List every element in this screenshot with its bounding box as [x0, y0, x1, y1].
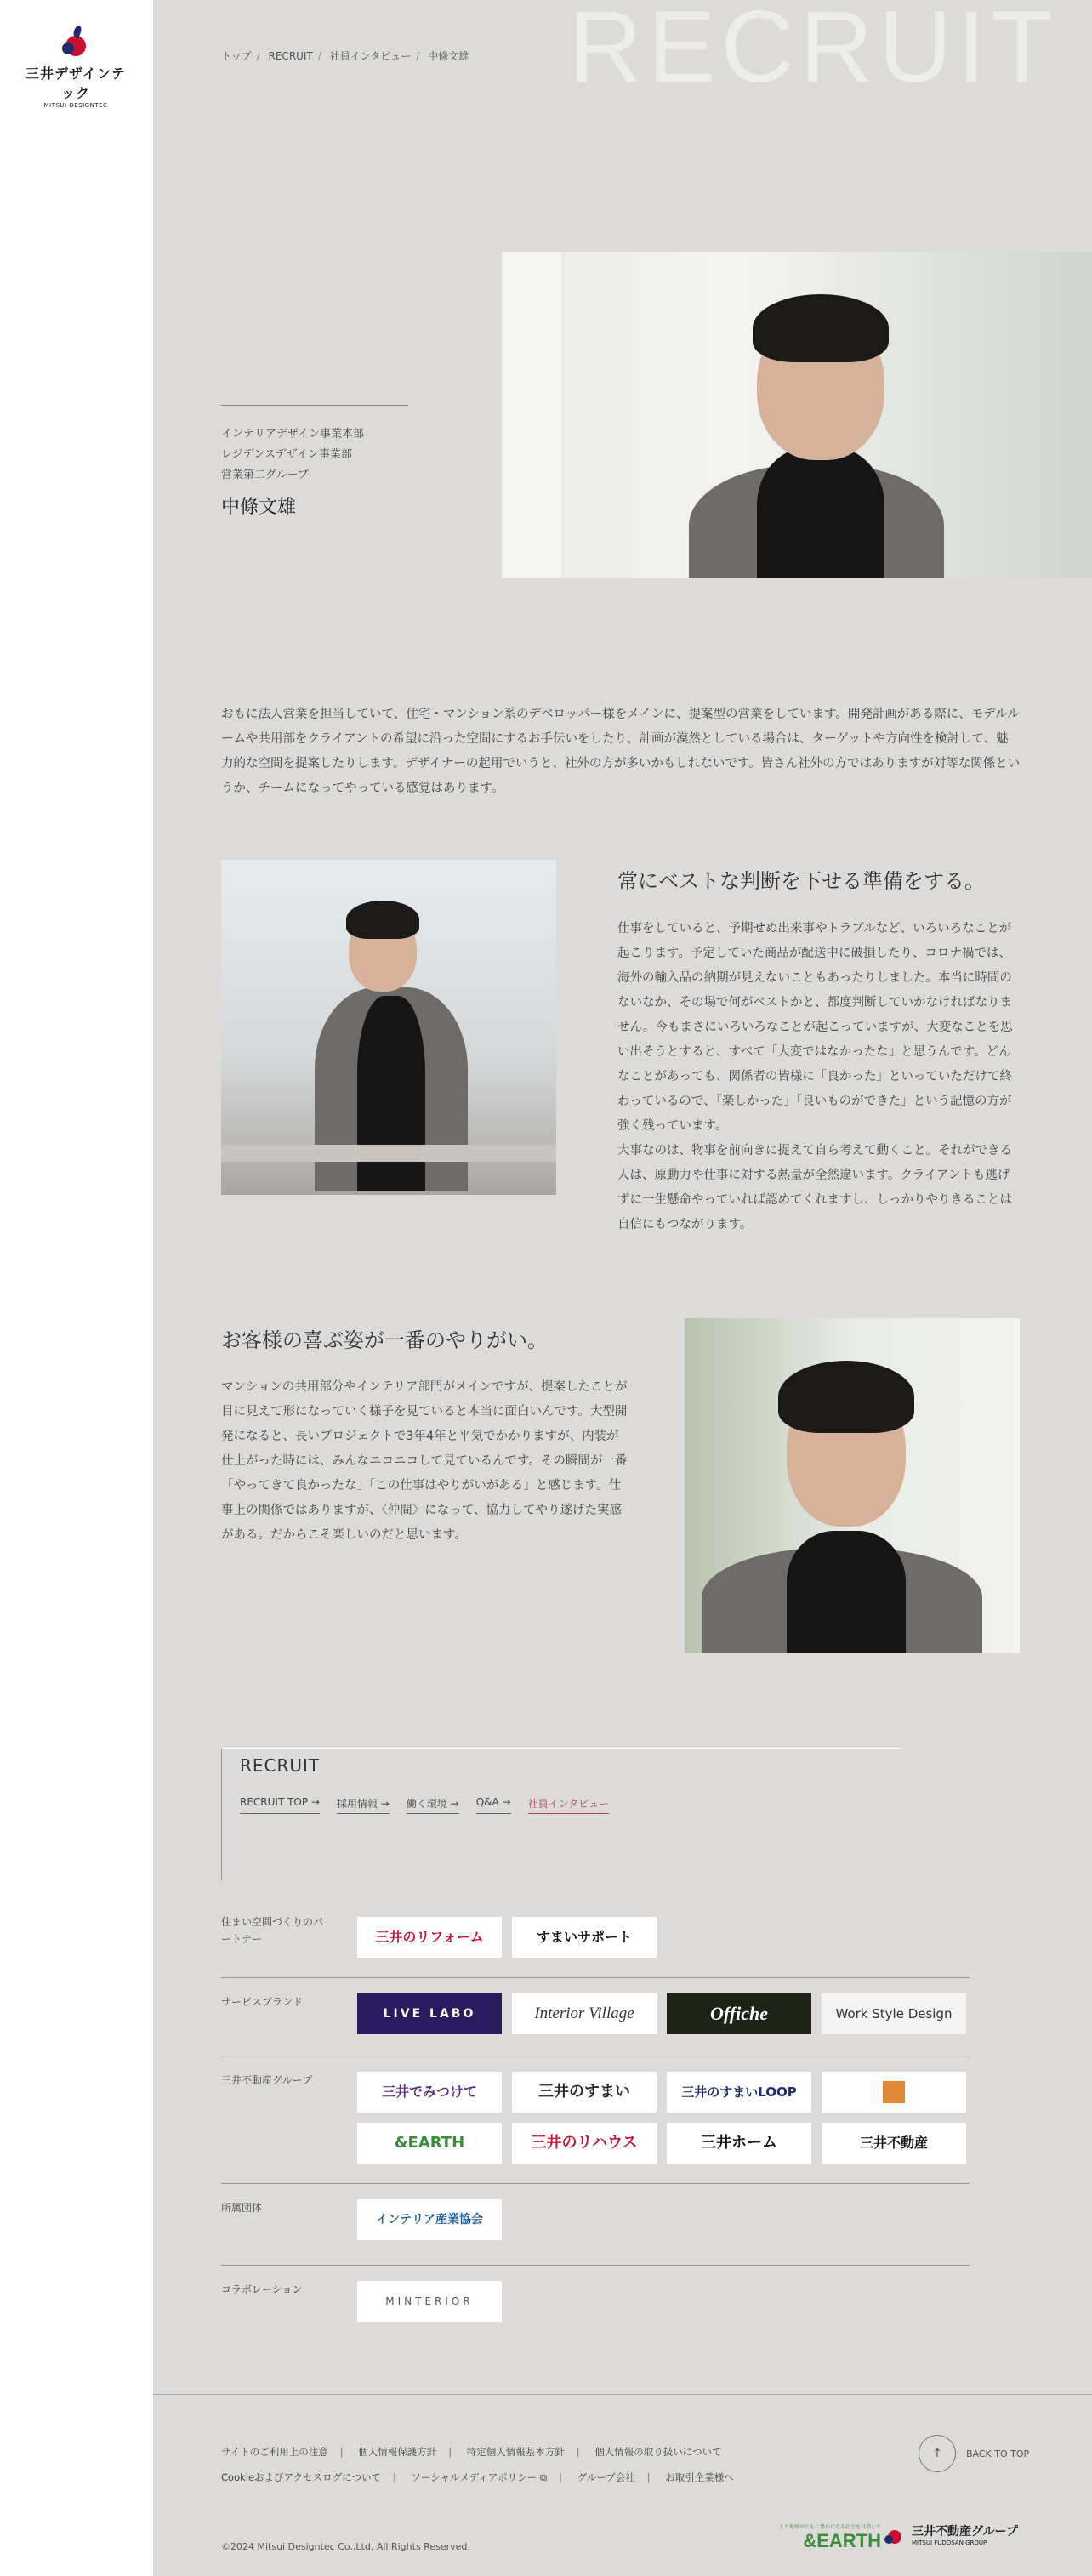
section1-title: 常にベストな判断を下せる準備をする。 [617, 869, 985, 893]
logo-mitsui-home[interactable]: 三井ホーム [667, 2123, 811, 2164]
hero-word: RECRUIT [568, 0, 1058, 104]
profile-name: 中條文雄 [221, 497, 297, 518]
footer-link-suppliers[interactable]: お取引企業様へ [665, 2471, 734, 2483]
footer-links: サイトのご利用上の注意 | 個人情報保護方針 | 特定個人情報基本方針 | 個人情報の取り扱いについて Cookieおよびアクセスログについて | ソーシャルメディアポリシー ⧉ | グループ会社 | お取引企業様へ [221, 2446, 734, 2483]
company-logo[interactable] [19, 26, 133, 109]
profile-block [221, 405, 408, 519]
group-mitsui-fudosan [221, 2072, 970, 2184]
logo-live-labo[interactable]: LIVE LABO [357, 1993, 502, 2034]
logo-sumai-support[interactable]: すまいサポート [512, 1917, 657, 1958]
mitsui-fudosan-group-logo[interactable]: 三井不動産グループ MITSUI FUDOSAN GROUP [884, 2522, 1018, 2546]
section2-title: お客様の喜ぶ姿が一番のやりがい。 [221, 1328, 548, 1352]
group-label: サービスブランド [221, 1996, 304, 2008]
section1-paragraph-2: 大事なのは、物事を前向きに捉えて自ら考えて動くこと。それができる人は、原動力や仕事に対する熱量が全然違います。クライアントも逃げずに一生懸命やっていれば認めてくれますし、しっかりやりきることは自信にもつながります。 [617, 1144, 1012, 1231]
breadcrumb-item-current: 中條文雄 [428, 50, 469, 62]
breadcrumb-item-top[interactable]: トップ [221, 50, 252, 62]
and-earth-logo[interactable]: 人と地球がともに豊かになる社会を目指して &EARTH [779, 2524, 882, 2551]
section1-text [617, 917, 1021, 1237]
recruit-link-interview[interactable]: 社員インタビュー [528, 1796, 610, 1814]
group-label: 三井不動産グループ [221, 2074, 313, 2086]
footer-link-cookie[interactable]: Cookieおよびアクセスログについて [221, 2471, 381, 2483]
group-label: コラボレーション [221, 2283, 303, 2295]
group-collaboration [221, 2281, 970, 2325]
interview-photo-2 [685, 1318, 1020, 1653]
logo-name: 三井デザインテック [26, 65, 126, 101]
recruit-link-info[interactable]: 採用情報 → [337, 1796, 390, 1814]
section2-paragraph-1: マンションの共用部分やインテリア部門がメインですが、提案したことが目に見えて形になっていく様子を見ていると本当に面白いんです。大型開発になると、長いプロジェクトで3年4年と平気でかかりますが、内装が仕上がった時には、みんなニコニコして見ているんです。その瞬間が一番「やってきて良かったな」「この仕事はやりがいがある」と感じます。仕事上の関係ではありますが、〈仲間〉になって、協力してやり遂げた実感がある。だからこそ楽しいのだと思います。 [221, 1380, 628, 1542]
profile-dept-1: インテリアデザイン事業本部 [221, 428, 365, 441]
logo-mitsui-reform[interactable]: 三井のリフォーム [357, 1917, 502, 1958]
breadcrumb: トップ / RECRUIT / 社員インタビュー / 中條文雄 [221, 50, 469, 62]
logo-minterior[interactable]: MINTERIOR [357, 2281, 502, 2322]
recruit-nav [221, 1748, 901, 1880]
divider [221, 405, 408, 406]
recruit-nav-title: RECRUIT [240, 1755, 321, 1776]
logo-mitsui-de-mitsukete[interactable]: 三井でみつけて [357, 2072, 502, 2113]
interview-photo-1 [221, 860, 556, 1195]
logo-work-style-design[interactable]: Work Style Design [822, 1993, 966, 2034]
sidebar [0, 0, 153, 2576]
footer-link-specific-privacy[interactable]: 特定個人情報基本方針 [466, 2446, 565, 2458]
mitsui-mark-icon [884, 2523, 907, 2545]
intro-text: おもに法人営業を担当していて、住宅・マンション系のデベロッパー様をメインに、提案型の営業をしています。開発計画がある際に、モデルルームや共用部をクライアントの希望に沿った空間にするお手伝いをしたり、計画が漠然としている場合は、ターゲットや方向性を検討して、魅力的な空間を提案したりします。デザイナーの起用でいうと、社外の方が多いかもしれないです。皆さん社外の方ではありますが対等な関係というか、チームになってやっている感覚はあります。 [221, 708, 1021, 795]
recruit-link-environment[interactable]: 働く環境 → [407, 1796, 459, 1814]
group-partner [221, 1914, 970, 1978]
logo-mitsui-sumai-loop[interactable]: 三井のすまいLOOP [667, 2072, 811, 2113]
recruit-link-qa[interactable]: Q&A → [476, 1796, 511, 1814]
group-service-brand [221, 1993, 970, 2056]
footer-link-group[interactable]: グループ会社 [577, 2471, 635, 2483]
logo-mitsui-no-sumai[interactable]: 三井のすまい [512, 2072, 657, 2113]
footer-link-social-policy[interactable]: ソーシャルメディアポリシー ⧉ [411, 2471, 548, 2483]
group-label: 所属団体 [221, 2202, 263, 2214]
logo-orange-square-icon[interactable] [822, 2072, 966, 2113]
recruit-link-top[interactable]: RECRUIT TOP → [240, 1796, 320, 1814]
profile-dept-3: 営業第二グループ [221, 469, 309, 481]
arrow-up-icon: ↑ [919, 2435, 956, 2472]
back-to-top-button[interactable] [919, 2435, 1029, 2472]
main-content [153, 0, 1092, 2576]
logo-sub: MITSUI DESIGNTEC [43, 102, 108, 109]
footer-link-personal-info[interactable]: 個人情報の取り扱いについて [594, 2446, 722, 2458]
logo-mark-icon [60, 26, 91, 60]
breadcrumb-item-recruit[interactable]: RECRUIT [268, 50, 313, 62]
logo-mitsui-rehouse[interactable]: 三井のリハウス [512, 2123, 657, 2164]
logo-interior-village[interactable]: Interior Village [512, 1993, 657, 2034]
logo-offiche[interactable]: Offiche [667, 1993, 811, 2034]
group-label: 住まい空間づくりのパートナー [221, 1916, 324, 1945]
group-affiliation [221, 2199, 970, 2266]
back-to-top-label: BACK TO TOP [966, 2448, 1030, 2459]
breadcrumb-item-interview[interactable]: 社員インタビュー [329, 50, 412, 62]
logo-mitsui-fudosan[interactable]: 三井不動産 [822, 2123, 966, 2164]
section1-paragraph-1: 仕事をしていると、予期せぬ出来事やトラブルなど、いろいろなことが起こります。予定していた商品が配送中に破損したり、コロナ禍では、海外の輸入品の納期が見えないこともあったりしました。本当に時間のないなか、その場で何がベストかと、都度判断していかなければなりません。今もまさにいろいろなことが起こっていますが、大変なことを思い出そうとすると、すべて「大変ではなかったな」と思うんです。どんなことがあっても、関係者の皆様に「良かった」といっていただけて終わっているので、「楽しかった」「良いものができた」という記憶の方が強く残っています。 [617, 922, 1013, 1133]
hero-photo [502, 252, 1092, 578]
copyright: ©2024 Mitsui Designtec Co.,Ltd. All Rights Reserved. [221, 2541, 470, 2552]
section2-text [221, 1375, 629, 1548]
footer-link-privacy[interactable]: 個人情報保護方針 [358, 2446, 437, 2458]
logo-interior-industry-association[interactable]: インテリア産業協会 [357, 2199, 502, 2240]
footer-link-terms[interactable]: サイトのご利用上の注意 [221, 2446, 328, 2458]
logo-and-earth[interactable]: &EARTH [357, 2123, 502, 2164]
profile-dept-2: レジデンスデザイン事業部 [221, 448, 352, 461]
footer [153, 2394, 1092, 2576]
